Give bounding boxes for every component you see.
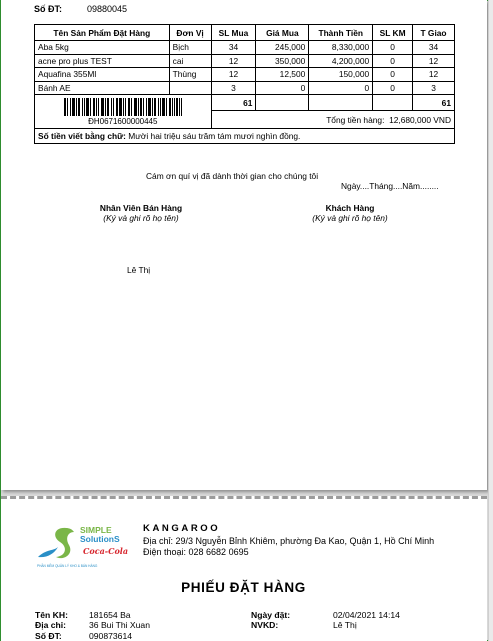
total-amount-value: 12,680,000 VND xyxy=(389,114,451,125)
empty-cell xyxy=(309,95,373,111)
customer-note: (Ký và ghi rõ họ tên) xyxy=(312,213,388,223)
amount-in-words-row xyxy=(35,129,455,144)
address-value: 36 Bui Thi Xuan xyxy=(89,620,150,631)
column-header: Thành Tiền xyxy=(309,25,373,41)
seller-name: Lê Thị xyxy=(127,265,151,275)
unit-cell: cai xyxy=(169,54,211,68)
promo-qty-cell: 0 xyxy=(373,54,413,68)
price-cell: 245,000 xyxy=(256,41,309,55)
amount-in-words-value: Mười hai triệu sáu trăm tám mươi nghìn đồng. xyxy=(128,131,301,141)
phone-label: Số ĐT: xyxy=(34,4,62,14)
qty-cell: 12 xyxy=(211,68,256,82)
qty-cell: 12 xyxy=(211,54,256,68)
price-cell: 350,000 xyxy=(256,54,309,68)
seller-signature-block xyxy=(83,203,199,223)
logo-line-2: SolutionS xyxy=(80,534,120,544)
staff-label: NVKD: xyxy=(251,620,279,631)
table-row xyxy=(35,68,455,82)
date-placeholder: Ngày....Tháng....Năm........ xyxy=(341,181,439,191)
total-amount-cell xyxy=(211,111,454,129)
amount-in-words-cell xyxy=(35,129,455,144)
phone-value: 09880045 xyxy=(87,4,128,14)
customer-label: Tên KH: xyxy=(35,610,68,620)
order-date-label: Ngày đặt: xyxy=(251,610,291,620)
amount-cell: 150,000 xyxy=(309,68,373,82)
product-name-cell: Aquafina 355Ml xyxy=(35,68,170,82)
document-title: PHIẾU ĐẶT HÀNG xyxy=(181,580,306,595)
company-address: Địa chỉ: 29/3 Nguyễn Bỉnh Khiêm, phường Đa Kao, Quận 1, Hồ Chí Minh xyxy=(143,536,435,546)
table-row xyxy=(35,41,455,55)
thank-you-note: Cám ơn quí vị đã dành thời gian cho chúng tôi xyxy=(146,171,319,181)
empty-cell xyxy=(256,95,309,111)
delivered-qty-cell: 34 xyxy=(413,41,455,55)
product-name-cell: acne pro plus TEST xyxy=(35,54,170,68)
column-header: Giá Mua xyxy=(256,25,309,41)
vertical-scrollbar[interactable] xyxy=(488,0,493,641)
customer-phone-label: Số ĐT: xyxy=(35,630,62,641)
company-logo xyxy=(36,523,129,569)
unit-cell: Bịch xyxy=(169,41,211,55)
barcode-number: ĐH0671600000445 xyxy=(88,117,158,126)
product-name-cell: Bánh AE xyxy=(35,81,170,95)
address-label: Địa chỉ: xyxy=(35,620,67,631)
order-date-value: 02/04/2021 14:14 xyxy=(333,610,400,620)
company-info xyxy=(143,523,434,558)
promo-qty-cell: 0 xyxy=(373,81,413,95)
column-header: SL Mua xyxy=(211,25,256,41)
customer-phone-value: 090873614 xyxy=(89,630,133,641)
total-delivered-cell: 61 xyxy=(413,95,455,111)
promo-qty-cell: 0 xyxy=(373,68,413,82)
customer-signature-block xyxy=(292,203,408,223)
price-cell: 12,500 xyxy=(256,68,309,82)
staff-value: Lê Thị xyxy=(333,620,357,631)
order-info xyxy=(251,610,400,631)
barcode-image xyxy=(64,98,182,116)
seller-title: Nhân Viên Bán Hàng xyxy=(99,203,183,213)
empty-cell xyxy=(373,95,413,111)
delivered-qty-cell: 12 xyxy=(413,54,455,68)
table-header-row xyxy=(35,25,455,41)
logo-line-1: SIMPLE xyxy=(80,525,112,535)
logo-tagline: PHẦN MỀM QUẢN LÝ KHO & BÁN HÀNG xyxy=(37,564,98,568)
delivered-qty-cell: 3 xyxy=(413,81,455,95)
qty-cell: 3 xyxy=(211,81,256,95)
total-qty-cell: 61 xyxy=(211,95,256,111)
unit-cell: Thùng xyxy=(169,68,211,82)
promo-qty-cell: 0 xyxy=(373,41,413,55)
amount-cell: 8,330,000 xyxy=(309,41,373,55)
amount-in-words-label: Số tiền viết bằng chữ: xyxy=(38,131,126,141)
table-row xyxy=(35,54,455,68)
table-row xyxy=(35,81,455,95)
column-header: Đơn Vị xyxy=(169,25,211,41)
column-header: T Giao xyxy=(413,25,455,41)
delivered-qty-cell: 12 xyxy=(413,68,455,82)
price-cell: 0 xyxy=(256,81,309,95)
column-header: Tên Sản Phẩm Đặt Hàng xyxy=(35,25,170,41)
amount-cell: 0 xyxy=(309,81,373,95)
order-items-table xyxy=(34,24,455,144)
company-name: KANGAROO xyxy=(143,523,221,534)
phone-row xyxy=(34,4,127,14)
column-header: SL KM xyxy=(373,25,413,41)
total-amount-label: Tổng tiền hàng: xyxy=(326,114,385,125)
barcode-cell xyxy=(35,95,212,129)
logo-brand: Coca-Cola xyxy=(83,546,129,556)
qty-cell: 34 xyxy=(211,41,256,55)
product-name-cell: Aba 5kg xyxy=(35,41,170,55)
totals-row xyxy=(35,95,455,111)
seller-note: (Ký và ghi rõ họ tên) xyxy=(103,213,179,223)
company-phone: Điện thoại: 028 6682 0695 xyxy=(143,547,249,557)
customer-info xyxy=(35,610,150,641)
customer-title: Khách Hàng xyxy=(325,203,375,213)
unit-cell xyxy=(169,81,211,95)
amount-cell: 4,200,000 xyxy=(309,54,373,68)
customer-value: 181654 Ba xyxy=(89,610,131,620)
